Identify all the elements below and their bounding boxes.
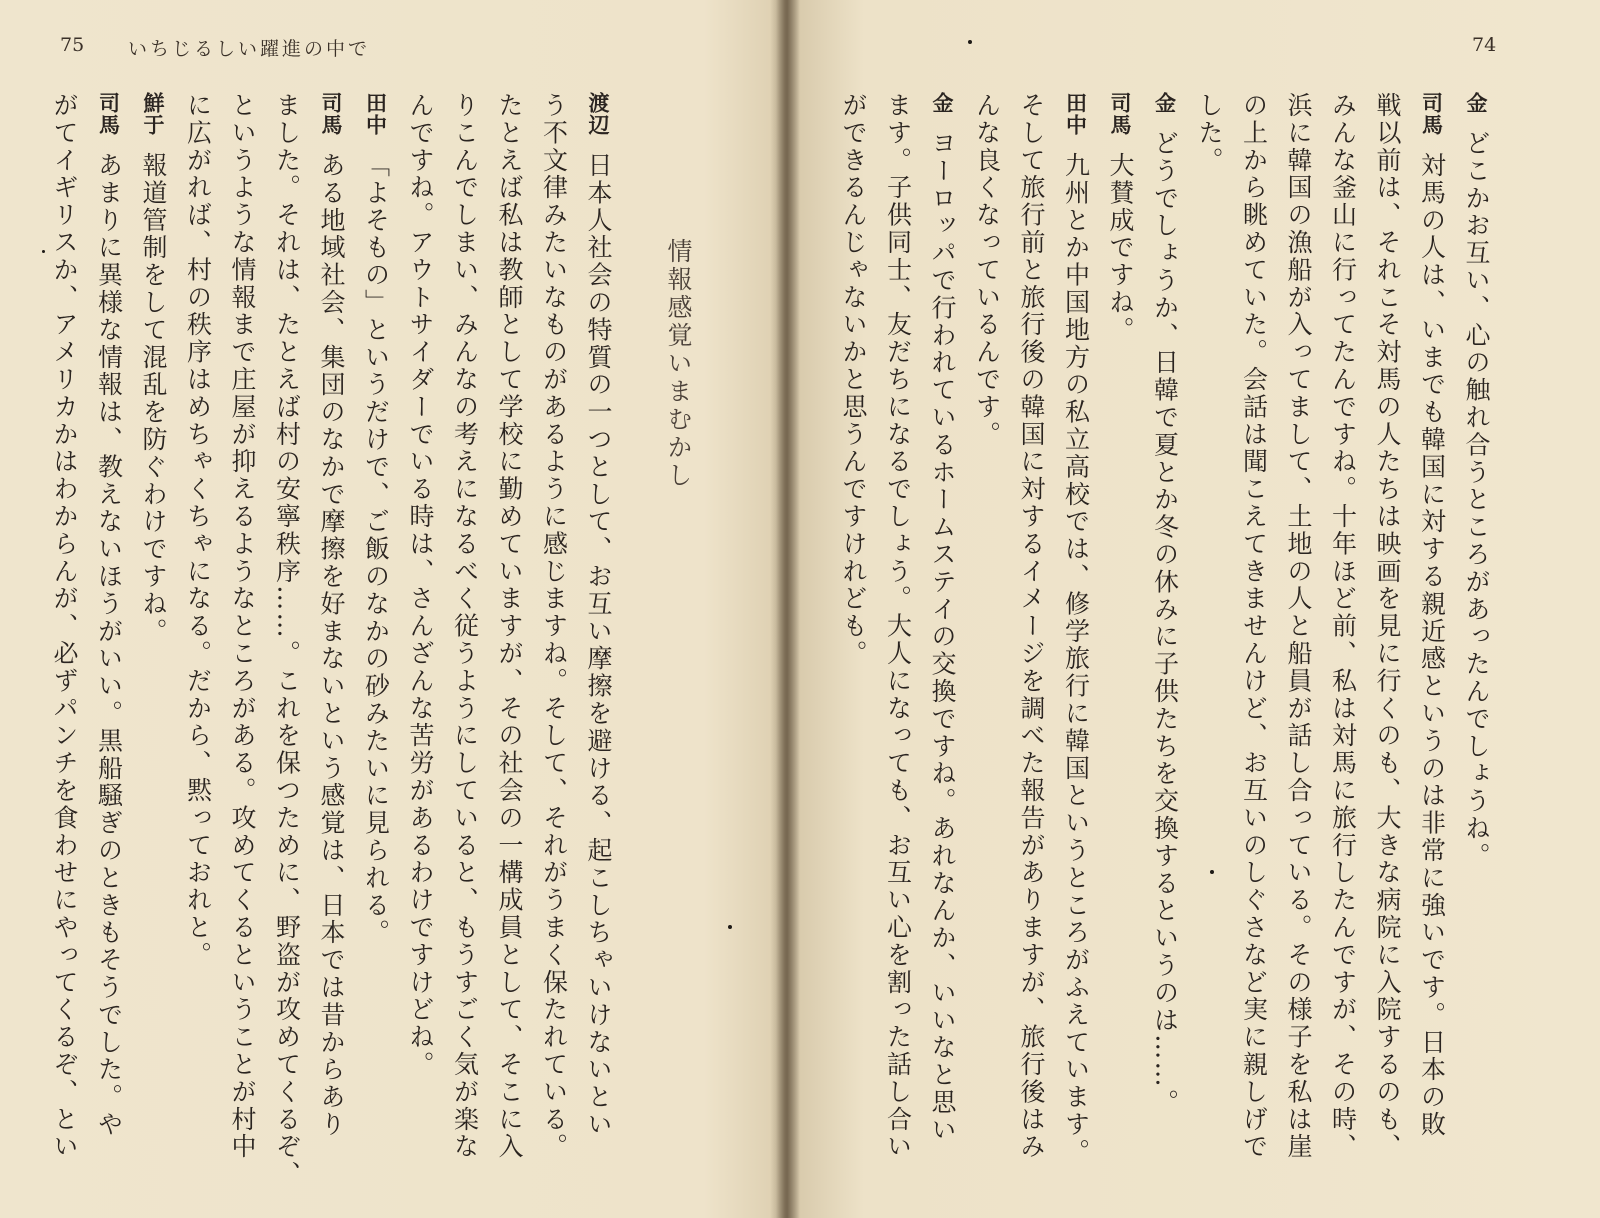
text-line (1187, 92, 1232, 1182)
line-text: ます。子供同士、友だちになるでしょう。大人になっても、お互い心を割った話し合い (883, 92, 913, 1161)
line-text: たとえば私は教師として学校に勤めていますが、その社会の一構成員として、そこに入 (495, 92, 524, 1161)
text-line (442, 92, 487, 1182)
line-text: がてイギリスか、アメリカかはわからんが、必ずパンチを食わせにやってくるぞ、とい (50, 92, 79, 1161)
line-text: う不文律みたいなものがあるように感じますね。そして、それがうまく保たれている。 (539, 92, 569, 1161)
line-text: 報道管制をして混乱を防ぐわけですね。 (139, 152, 168, 646)
left-page-text (50, 92, 620, 1188)
text-line (531, 92, 576, 1182)
text-line (175, 92, 220, 1182)
text-line (1409, 92, 1454, 1182)
line-text: ができるんじゃないかと思うんですけれども。 (839, 92, 868, 668)
speaker-label: 司馬 (96, 92, 121, 136)
book-gutter (770, 0, 800, 1218)
line-text: ある地域社会、集団のなかで摩擦を好まないという感覚は、日本では昔からあり (317, 152, 346, 1139)
speaker-label: 司馬 (319, 92, 343, 136)
line-text: ました。それは、たとえば村の安寧秩序……。これを保つために、野盗が攻めてくるぞ、 (272, 92, 302, 1188)
speaker-label: 渡辺 (586, 92, 610, 136)
section-heading: 情報感覚いまむかし (664, 238, 693, 490)
running-head: いちじるしい躍進の中で (128, 38, 371, 60)
paper-speck (42, 250, 45, 253)
text-line (487, 92, 532, 1182)
line-text: りこんでしまい、みんなの考えになるべく従うようにしていると、もうすごく気が楽な (450, 92, 480, 1161)
speaker-label: 田中 (363, 92, 388, 136)
speaker-label: 金 (1152, 92, 1177, 114)
speaker-label: 金 (1464, 92, 1488, 114)
line-text: ヨーロッパで行われているホームステイの交換ですね。あれなんか、いいなと思い (928, 130, 957, 1144)
line-text: どこかお互い、心の触れ合うところがあったんでしょうね。 (1462, 130, 1491, 870)
right-page-text (838, 92, 1498, 1182)
text-line (920, 92, 965, 1182)
text-line (1365, 92, 1410, 1182)
text-line (1098, 92, 1143, 1182)
paper-speck (968, 40, 972, 44)
paper-speck (728, 925, 732, 929)
line-text: に広がれば、村の秩序はめちゃくちゃになる。だから、黙っておれと。 (183, 92, 213, 969)
text-line (1231, 92, 1276, 1182)
left-page-number: 75 (60, 34, 85, 56)
line-text: した。 (1195, 92, 1224, 175)
line-text: 戦以前は、それこそ対馬の人たちは映画を見に行くのも、大きな病院に入院するのも、 (1373, 92, 1402, 1161)
text-line (831, 92, 876, 1182)
text-line (1320, 92, 1365, 1182)
text-line (309, 92, 354, 1182)
speaker-label: 金 (930, 92, 954, 114)
right-page-number: 74 (1472, 34, 1497, 56)
line-text: 九州とか中国地方の私立高校では、修学旅行に韓国というところがふえています。 (1061, 152, 1091, 1166)
paper-speck (1210, 870, 1214, 874)
text-line (398, 92, 443, 1182)
line-text: あまりに異様な情報は、教えないほうがいい。黒船騒ぎのときもそうでした。や (94, 152, 124, 1139)
text-line (220, 92, 265, 1182)
text-line (1454, 92, 1499, 1182)
line-text: んな良くなっているんです。 (972, 92, 1002, 449)
text-line (1053, 92, 1098, 1182)
line-text: というような情報まで庄屋が抑えるようなところがある。攻めてくるということが村中 (228, 92, 257, 1161)
speaker-label: 司馬 (1108, 92, 1132, 136)
line-text: そして旅行前と旅行後の韓国に対するイメージを調べた報告がありますが、旅行後はみ (1017, 92, 1046, 1161)
text-line (576, 92, 621, 1182)
line-text: 対馬の人は、いまでも韓国に対する親近感というのは非常に強いです。日本の敗 (1417, 152, 1447, 1139)
line-text: 日本人社会の特質の一つとして、お互い摩擦を避ける、起こしちゃいけないとい (584, 152, 613, 1139)
text-line (1142, 92, 1187, 1182)
speaker-label: 鮮于 (141, 92, 165, 136)
text-line (1276, 92, 1321, 1182)
line-text: 「よそもの」というだけで、ご飯のなかの砂みたいに見られる。 (361, 152, 391, 947)
text-line (1009, 92, 1054, 1182)
line-text: 浜に韓国の漁船が入ってまして、土地の人と船員が話し合っている。その様子を私は崖 (1284, 92, 1313, 1161)
line-text: 大賛成ですね。 (1106, 152, 1135, 344)
text-line (964, 92, 1009, 1182)
text-line (86, 92, 131, 1182)
text-line (264, 92, 309, 1188)
line-text: んですね。アウトサイダーでいる時は、さんざんな苦労があるわけですけどね。 (406, 92, 435, 1079)
line-text: どうでしょうか、日韓で夏とか冬の休みに子供たちを交換するというのは……。 (1150, 130, 1180, 1117)
line-text: みんな釜山に行ってたんですね。十年ほど前、私は対馬に旅行したんですが、その時、 (1328, 92, 1358, 1161)
text-line (353, 92, 398, 1182)
text-line (131, 92, 176, 1182)
speaker-label: 司馬 (1419, 92, 1444, 136)
text-line (875, 92, 920, 1182)
line-text: の上から眺めていた。会話は聞こえてきませんけど、お互いのしぐさなど実に親しげで (1239, 92, 1269, 1161)
speaker-label: 田中 (1063, 92, 1088, 136)
text-line (42, 92, 87, 1182)
